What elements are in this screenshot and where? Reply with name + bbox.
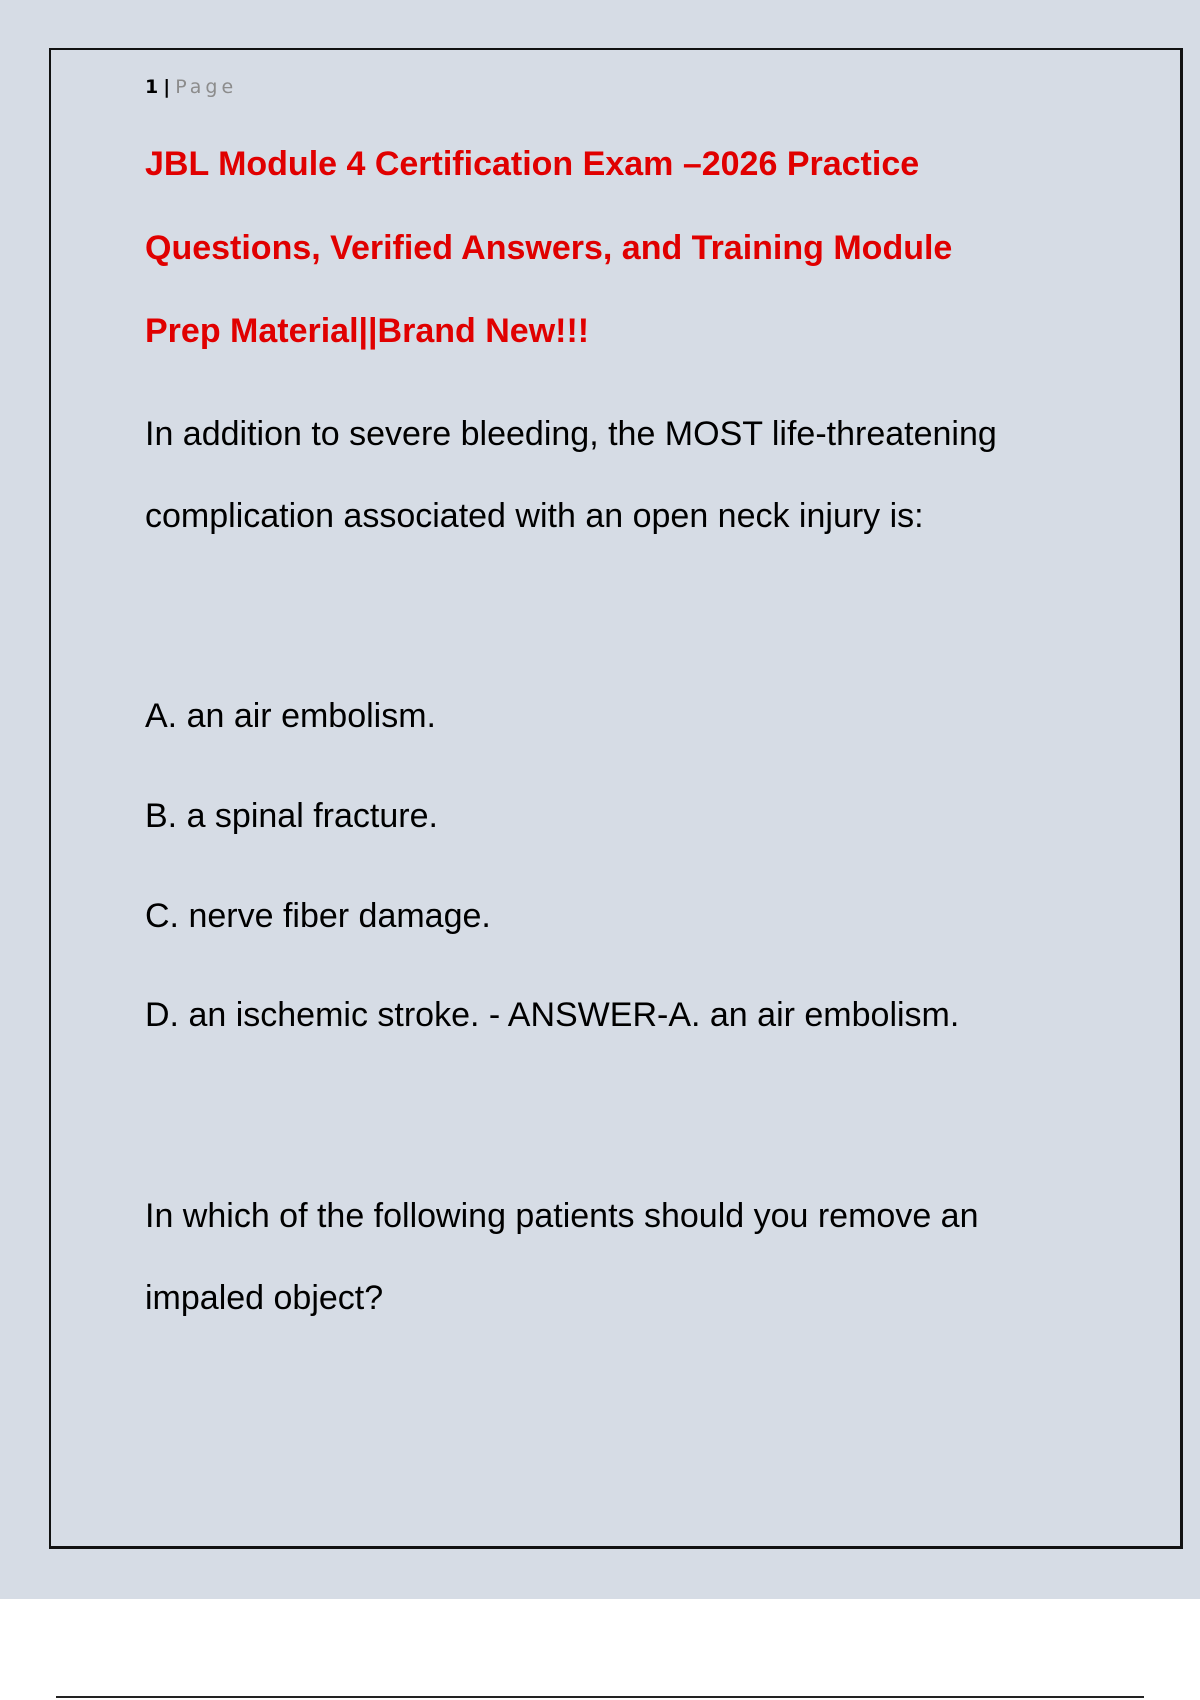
question-1-option-b: B. a spinal fracture. <box>145 797 438 835</box>
question-2-stem-line-1: In which of the following patients should you remove an <box>145 1197 979 1235</box>
document-title-line-1: JBL Module 4 Certification Exam –2026 Practice <box>145 145 920 183</box>
question-2-stem-line-2: impaled object? <box>145 1279 384 1317</box>
document-title-line-2: Questions, Verified Answers, and Training Module <box>145 229 953 267</box>
footer-divider <box>56 1696 1144 1698</box>
question-1-option-a: A. an air embolism. <box>145 697 436 735</box>
question-1-stem-line-2: complication associated with an open neck injury is: <box>145 497 924 535</box>
question-1-option-d-with-answer: D. an ischemic stroke. - ANSWER-A. an air embolism. <box>145 996 960 1034</box>
question-1-option-c: C. nerve fiber damage. <box>145 897 491 935</box>
page-number: 1 <box>145 76 160 98</box>
question-1-stem-line-1: In addition to severe bleeding, the MOST life-threatening <box>145 415 997 453</box>
page-word: Page <box>175 76 238 98</box>
page-number-header <box>145 76 237 98</box>
document-title-line-3: Prep Material||Brand New!!! <box>145 312 590 350</box>
page-number-separator: | <box>163 76 172 98</box>
